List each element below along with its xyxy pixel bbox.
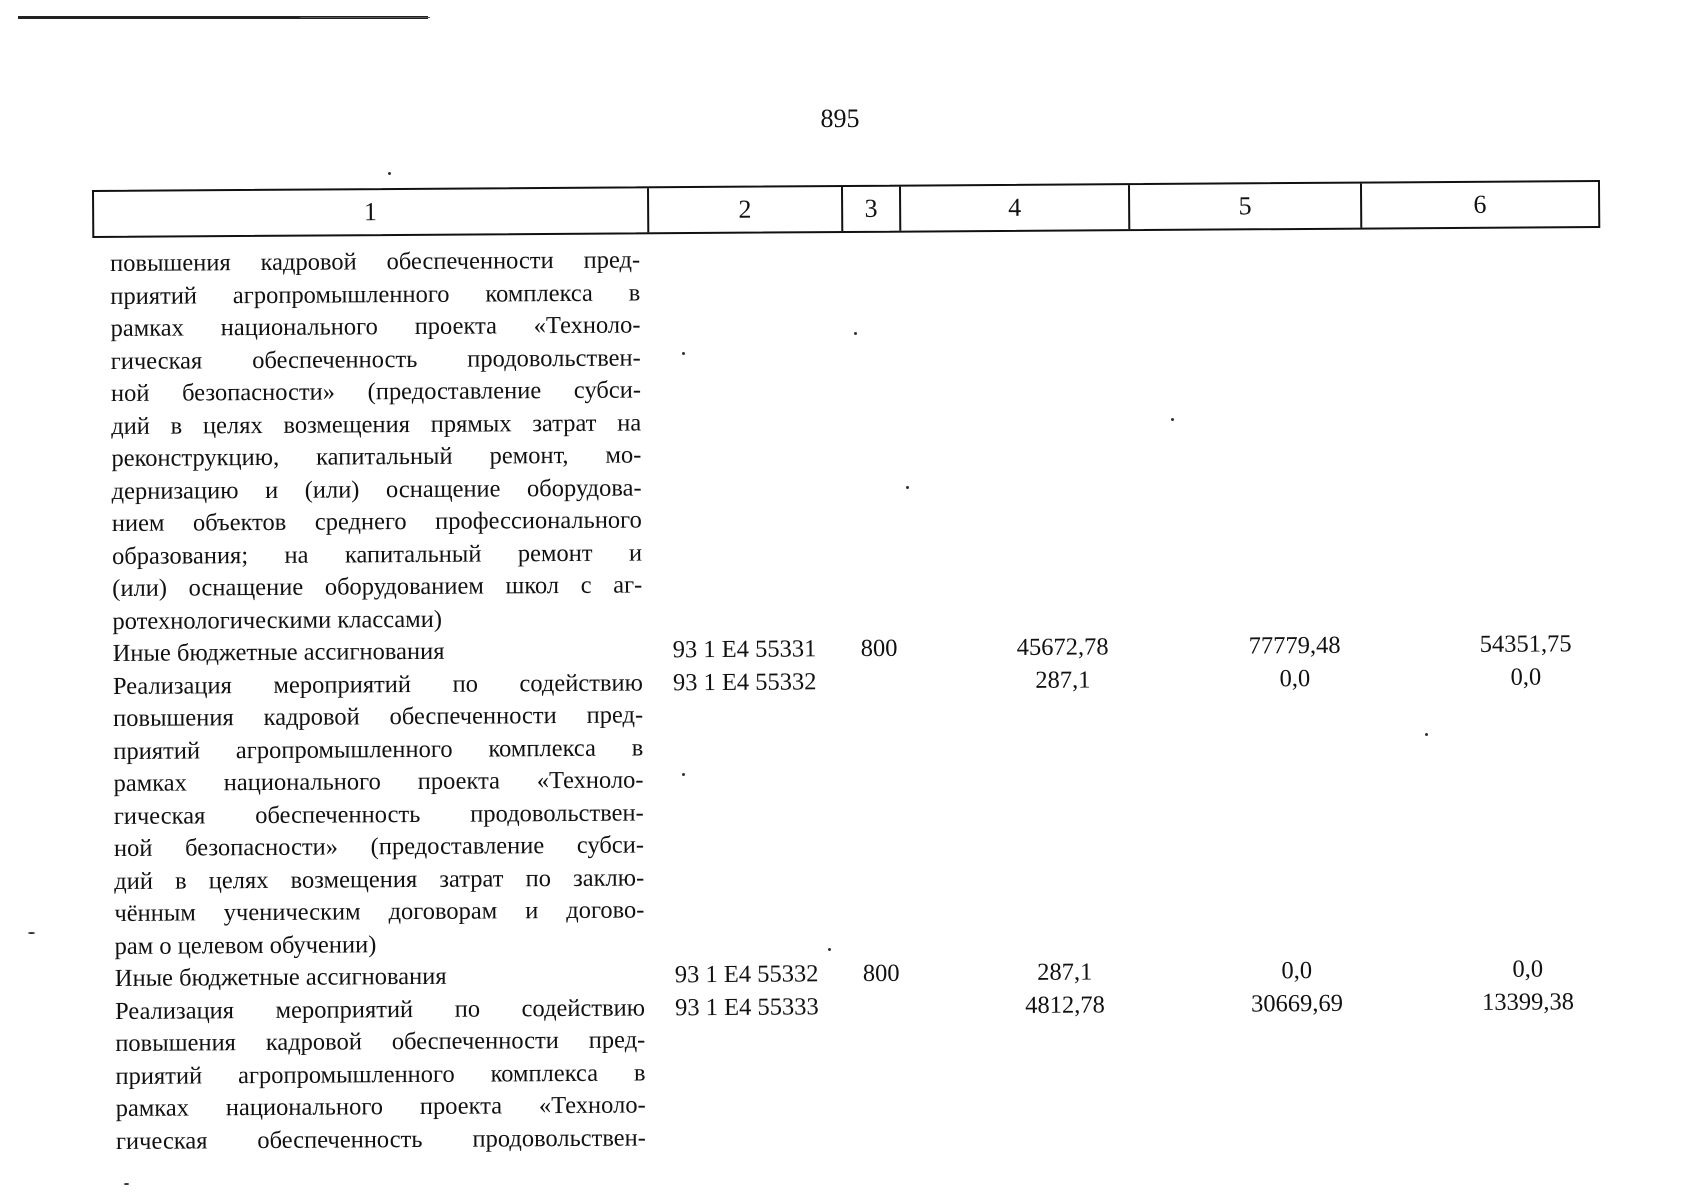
description-line: рамках национального проекта «Техноло- xyxy=(110,311,641,342)
budget-code: 93 1 E4 55333 xyxy=(674,992,819,1021)
description-line: гическая обеспеченность продовольствен- xyxy=(110,343,641,375)
scan-speck xyxy=(906,486,909,489)
page-number: 895 xyxy=(820,104,860,133)
description-line: рамках национального проекта «Техноло- xyxy=(115,1091,646,1122)
description-line: дернизацию и (или) оснащение оборудова- xyxy=(111,473,642,505)
description-block-1 xyxy=(110,238,1630,635)
description-line: (или) оснащение оборудованием школ с аг- xyxy=(112,571,643,602)
budget-code: 93 1 E4 55331 xyxy=(672,635,817,664)
description-line: нием объектов среднего профессионального xyxy=(111,506,642,537)
description-line: рам о целевом обучении) xyxy=(114,930,377,960)
description-line: повышения кадровой обеспеченности пред- xyxy=(110,246,641,277)
description-line: приятий агропромышленного комплекса в xyxy=(113,733,644,765)
table-body xyxy=(110,238,1636,1200)
table-header xyxy=(92,180,1600,238)
amount-col-4: 287,1 xyxy=(1035,666,1091,694)
header-col-2: 2 xyxy=(649,187,844,232)
header-col-6: 6 xyxy=(1473,189,1487,219)
scan-speck xyxy=(28,932,35,934)
amount-col-4: 287,1 xyxy=(1037,958,1093,986)
description-line: гическая обеспеченность продовольствен- xyxy=(115,1123,647,1155)
amount-col-4: 4812,78 xyxy=(1025,990,1105,1019)
description-line: Реализация мероприятий по содействию xyxy=(114,993,646,1025)
amount-col-6: 0,0 xyxy=(1512,955,1544,983)
top-rule-thin xyxy=(300,17,430,18)
amount-col-4: 45672,78 xyxy=(1016,633,1109,661)
expense-type: 800 xyxy=(862,959,900,988)
description-line: гическая обеспеченность продовольствен- xyxy=(113,798,644,830)
description-line: дий в целях возмещения прямых затрат на xyxy=(111,408,642,440)
scan-speck xyxy=(1171,418,1174,421)
scan-speck xyxy=(124,1183,129,1185)
description-line: чённым ученическим договорам и догово- xyxy=(114,896,645,927)
budget-code: 93 1 E4 55332 xyxy=(672,667,817,696)
description-line: дий в целях возмещения затрат по заклю- xyxy=(114,863,645,895)
description-line: реконструкцию, капитальный ремонт, мо- xyxy=(111,441,642,472)
budget-code: 93 1 E4 55332 xyxy=(674,960,819,989)
amount-col-5: 30669,69 xyxy=(1251,989,1344,1017)
description-line: образования; на капитальный ремонт и xyxy=(111,538,643,570)
header-col-1: 1 xyxy=(94,188,649,236)
amount-col-6: 54351,75 xyxy=(1479,630,1572,658)
description-line: приятий агропромышленного комплекса в xyxy=(115,1058,646,1090)
amount-col-5: 0,0 xyxy=(1281,957,1313,985)
description-line: повышения кадровой обеспеченности пред- xyxy=(113,701,644,732)
amount-col-5: 0,0 xyxy=(1279,664,1311,692)
scan-speck xyxy=(682,773,685,776)
scan-speck xyxy=(388,172,391,175)
amount-col-5: 77779,48 xyxy=(1248,631,1341,660)
header-col-4: 4 xyxy=(901,185,1131,231)
expense-type: 800 xyxy=(860,634,898,663)
description-line: ной безопасности» (предоставление субси- xyxy=(113,831,645,862)
description-line: ной безопасности» (предоставление субси- xyxy=(110,376,642,407)
scan-speck xyxy=(1425,733,1428,736)
row-label: Иные бюджетные ассигнования xyxy=(114,962,447,992)
row-label: Иные бюджетные ассигнования xyxy=(112,637,445,667)
amount-col-6: 0,0 xyxy=(1510,663,1542,691)
description-line: Реализация мероприятий по содействию xyxy=(112,668,643,700)
scan-speck xyxy=(828,948,831,951)
description-line: повышения кадровой обеспеченности пред- xyxy=(115,1026,646,1057)
scan-speck xyxy=(682,352,685,355)
scan-speck xyxy=(854,332,857,335)
description-line: приятий агропромышленного комплекса в xyxy=(110,278,641,310)
header-col-5: 5 xyxy=(1130,184,1362,230)
description-line: ротехнологическими классами) xyxy=(112,605,443,635)
header-col-3: 3 xyxy=(843,187,901,231)
amount-col-6: 13399,38 xyxy=(1482,987,1575,1016)
description-line: рамках национального проекта «Техноло- xyxy=(113,766,644,797)
